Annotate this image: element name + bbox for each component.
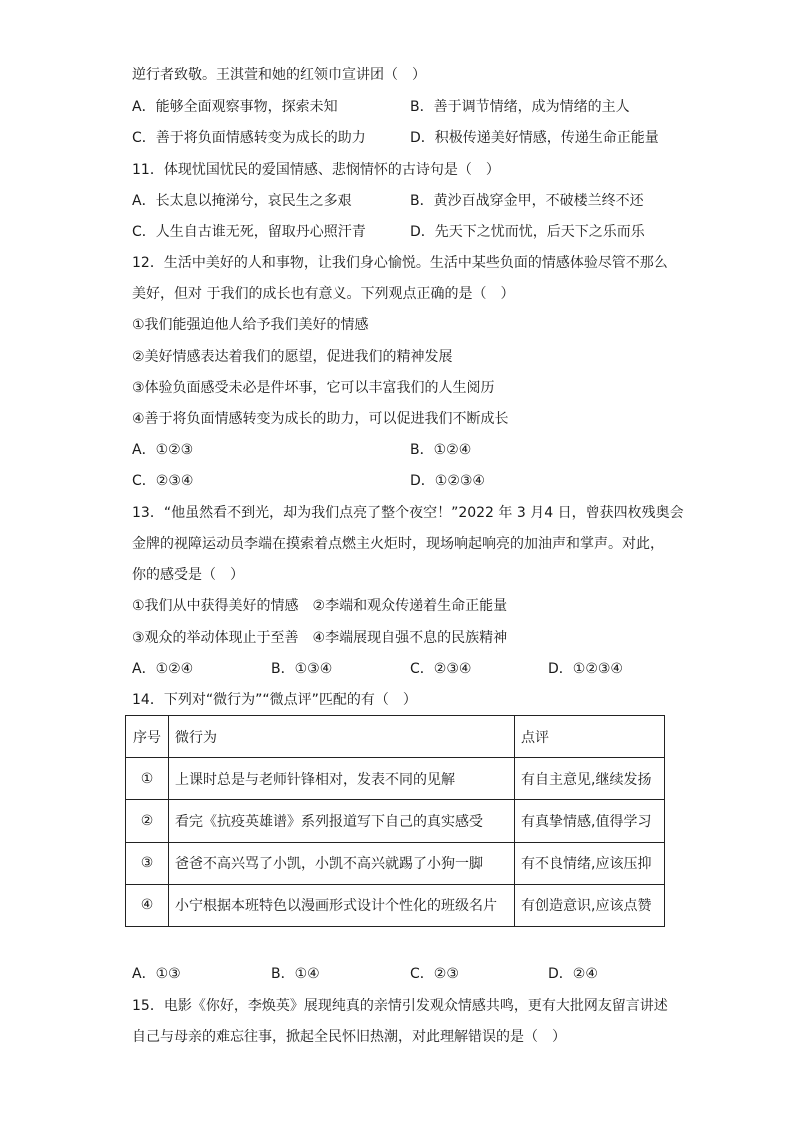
table-cell: 爸爸不高兴骂了小凯，小凯不高兴就踢了小狗一脚 [169,842,515,884]
option-b[interactable]: B．①③④ [271,661,333,677]
table-cell: 看完《抗疫英雄谱》系列报道写下自己的真实感受 [169,800,515,842]
option-a[interactable]: A．①②④ [132,661,194,677]
statement-row-1: ①我们从中获得美好的情感 ②李端和观众传递着生命正能量 [132,598,508,614]
table-cell: 有不良情绪,应该压抑 [515,842,665,884]
table-cell: ④ [126,884,169,926]
option-d[interactable]: D．①②③④ [548,661,623,677]
option-d[interactable]: D．①②③④ [410,473,485,489]
option-b[interactable]: B．①④ [271,966,320,982]
column-header: 点评 [515,716,665,758]
table-cell: ① [126,758,169,800]
option-c[interactable]: C．善于将负面情感转变为成长的助力 [132,130,366,146]
option-b[interactable]: B．①②④ [410,442,472,458]
column-header: 序号 [126,716,169,758]
option-a[interactable]: A．①②③ [132,442,194,458]
question-10-stem-end: 逆行者致敬。王淇萱和她的红领巾宣讲团（ ） [132,67,426,83]
question-15-stem-cont: 自己与母亲的难忘往事，掀起全民怀旧热潮，对此理解错误的是（ ） [132,1029,566,1045]
table-cell: 有创造意识,应该点赞 [515,884,665,926]
table-cell: 有真挚情感,值得学习 [515,800,665,842]
question-13-stem-cont: 金牌的视障运动员李端在摸索着点燃主火炬时，现场响起响亮的加油声和掌声。对此， [132,536,664,552]
option-c[interactable]: C．②③ [410,966,459,982]
option-c[interactable]: C．人生自古谁无死，留取丹心照汗青 [132,224,366,240]
option-b[interactable]: B．黄沙百战穿金甲，不破楼兰终不还 [410,193,644,209]
statement-1: ①我们能强迫他人给予我们美好的情感 [132,317,369,333]
question-13-stem: 13．“他虽然看不到光，却为我们点亮了整个夜空！”2022 年 3 月4 日，曾获四枚残奥会 [132,505,684,521]
statement-row-2: ③观众的举动体现止于至善 ④李端展现自强不息的民族精神 [132,630,508,646]
option-d[interactable]: D．先天下之忧而忧，后天下之乐而乐 [410,224,645,240]
question-12-stem-cont: 美好，但对 于我们的成长也有意义。下列观点正确的是（ ） [132,286,515,302]
option-a[interactable]: A．长太息以掩涕兮，哀民生之多艰 [132,193,352,209]
statement-2: ②美好情感表达着我们的愿望，促进我们的精神发展 [132,349,453,365]
table-row [126,758,665,800]
question-13-stem-end: 你的感受是（ ） [132,567,244,583]
option-c[interactable]: C．②③④ [410,661,472,677]
table-cell: 有自主意见,继续发扬 [515,758,665,800]
option-c[interactable]: C．②③④ [132,473,194,489]
table-cell: ③ [126,842,169,884]
option-b[interactable]: B．善于调节情绪，成为情绪的主人 [410,99,630,115]
option-a[interactable]: A．能够全面观察事物，探索未知 [132,99,338,115]
question-15-stem: 15．电影《你好，李焕英》展现纯真的亲情引发观众情感共鸣，更有大批网友留言讲述 [132,998,668,1014]
option-a[interactable]: A．①③ [132,966,181,982]
statement-3: ③体验负面感受未必是件坏事，它可以丰富我们的人生阅历 [132,380,495,396]
behavior-comment-table [125,715,665,927]
question-11-stem: 11．体现忧国忧民的爱国情感、悲悯情怀的古诗句是（ ） [132,162,500,178]
table-row [126,884,665,926]
statement-4: ④善于将负面情感转变为成长的助力，可以促进我们不断成长 [132,411,509,427]
question-14-stem: 14．下列对“微行为”“微点评”匹配的有（ ） [132,692,417,708]
table-cell: ② [126,800,169,842]
table-cell: 上课时总是与老师针锋相对，发表不同的见解 [169,758,515,800]
table-row [126,842,665,884]
question-12-stem: 12．生活中美好的人和事物，让我们身心愉悦。生活中某些负面的情感体验尽管不那么 [132,255,668,271]
table-cell: 小宁根据本班特色以漫画形式设计个性化的班级名片 [169,884,515,926]
table-row [126,800,665,842]
table-header-row [126,716,665,758]
option-d[interactable]: D．②④ [548,966,598,982]
option-d[interactable]: D．积极传递美好情感，传递生命正能量 [410,130,659,146]
column-header: 微行为 [169,716,515,758]
